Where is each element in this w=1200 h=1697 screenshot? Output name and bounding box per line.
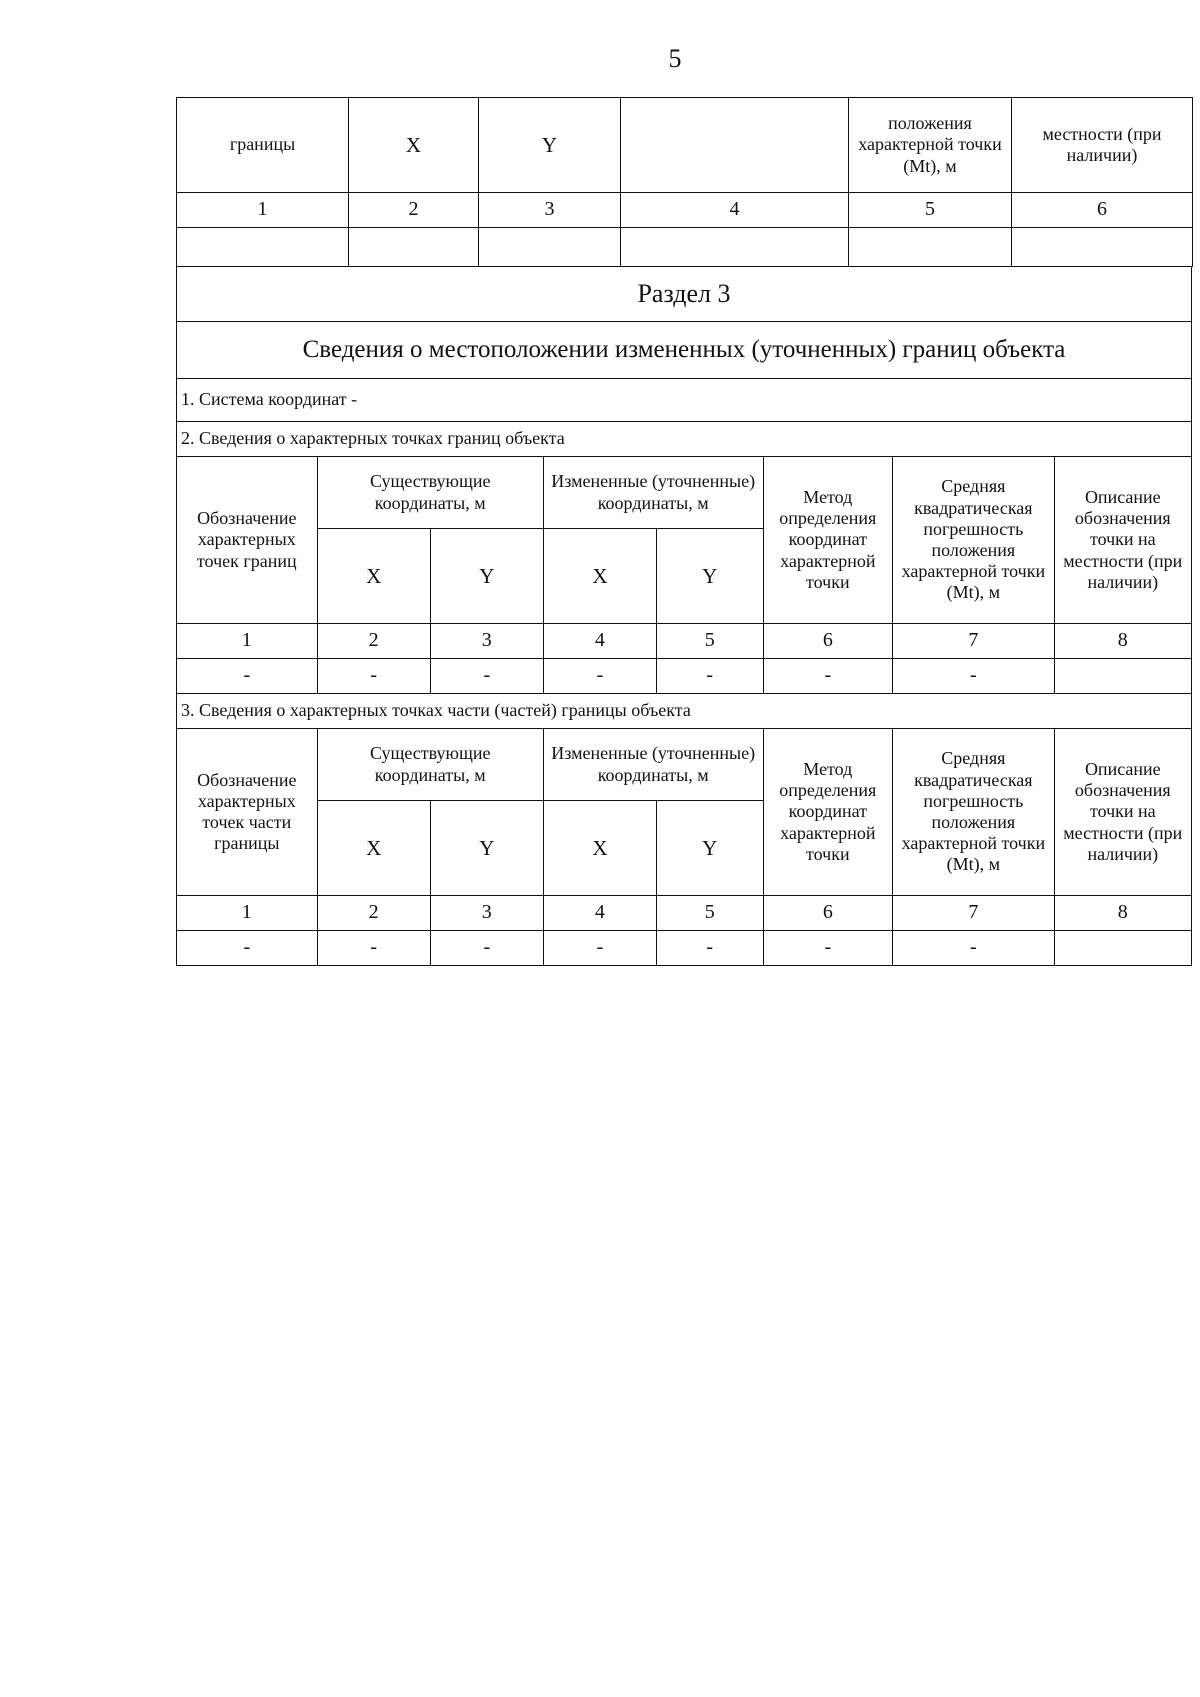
- header-cell: [621, 98, 849, 193]
- column-number: 4: [543, 624, 656, 659]
- table-cell: [1054, 931, 1191, 966]
- point-designation-header: Обозначение характерных точек части границы: [177, 729, 318, 896]
- column-number: 1: [177, 624, 318, 659]
- column-number: 2: [349, 193, 479, 228]
- table-cell: -: [430, 659, 543, 694]
- column-number: 3: [430, 896, 543, 931]
- column-number: 8: [1054, 896, 1191, 931]
- column-number: 2: [317, 624, 430, 659]
- column-number: 8: [1054, 624, 1191, 659]
- item-3-heading: 3. Сведения о характерных точках части (частей) границы объекта: [177, 694, 1192, 729]
- table-row: [177, 624, 1192, 659]
- table-cell: -: [543, 931, 656, 966]
- column-number: 7: [893, 624, 1054, 659]
- column-number: 4: [543, 896, 656, 931]
- column-number: 1: [177, 896, 318, 931]
- table-cell: [1012, 228, 1193, 267]
- column-number: 6: [1012, 193, 1193, 228]
- table-cell: -: [177, 931, 318, 966]
- header-cell: X: [349, 98, 479, 193]
- y-header: Y: [656, 529, 763, 624]
- table2-header-row: [177, 457, 1192, 529]
- table-row: [177, 193, 1193, 228]
- column-number: 7: [893, 896, 1054, 931]
- table-cell: -: [763, 931, 893, 966]
- table-cell: -: [317, 931, 430, 966]
- x-header: X: [543, 529, 656, 624]
- section-subtitle: Сведения о местоположении измененных (уточненных) границ объекта: [177, 322, 1192, 379]
- column-number: 2: [317, 896, 430, 931]
- column-number: 6: [763, 896, 893, 931]
- changed-coordinates-header: Измененные (уточненные) координаты, м: [543, 729, 763, 801]
- method-header: Метод определения координат характерной точки: [763, 729, 893, 896]
- table-row: [177, 896, 1192, 931]
- table-cell: -: [763, 659, 893, 694]
- existing-coordinates-header: Существующие координаты, м: [317, 457, 543, 529]
- table3-header-row: [177, 729, 1192, 801]
- changed-coordinates-header: Измененные (уточненные) координаты, м: [543, 457, 763, 529]
- document-body: [176, 97, 1192, 966]
- x-header: X: [317, 801, 430, 896]
- x-header: X: [543, 801, 656, 896]
- table-cell: [621, 228, 849, 267]
- y-header: Y: [656, 801, 763, 896]
- header-cell: местности (при наличии): [1012, 98, 1193, 193]
- y-header: Y: [430, 529, 543, 624]
- column-number: 5: [656, 896, 763, 931]
- table-cell: [1054, 659, 1191, 694]
- method-header: Метод определения координат характерной точки: [763, 457, 893, 624]
- y-header: Y: [430, 801, 543, 896]
- table-header-row: [177, 98, 1193, 193]
- table-cell: [349, 228, 479, 267]
- table-cell: -: [893, 931, 1054, 966]
- table-cell: -: [317, 659, 430, 694]
- table-row: [177, 228, 1193, 267]
- table-cell: [177, 228, 349, 267]
- table-cell: -: [177, 659, 318, 694]
- error-header: Средняя квадратическая погрешность положения характерной точки (Mt), м: [893, 729, 1054, 896]
- description-header: Описание обозначения точки на местности (при наличии): [1054, 457, 1191, 624]
- table-row: [177, 659, 1192, 694]
- table-cell: -: [656, 931, 763, 966]
- item-2-heading: 2. Сведения о характерных точках границ объекта: [177, 422, 1192, 457]
- description-header: Описание обозначения точки на местности (при наличии): [1054, 729, 1191, 896]
- column-number: 5: [849, 193, 1012, 228]
- x-header: X: [317, 529, 430, 624]
- page-number: 5: [668, 44, 682, 73]
- table-cell: [849, 228, 1012, 267]
- header-cell: границы: [177, 98, 349, 193]
- point-designation-header: Обозначение характерных точек границ: [177, 457, 318, 624]
- error-header: Средняя квадратическая погрешность положения характерной точки (Mt), м: [893, 457, 1054, 624]
- section-3-table: [176, 266, 1192, 966]
- table-cell: -: [656, 659, 763, 694]
- table-cell: [479, 228, 621, 267]
- column-number: 3: [479, 193, 621, 228]
- column-number: 3: [430, 624, 543, 659]
- column-number: 5: [656, 624, 763, 659]
- table-cell: -: [543, 659, 656, 694]
- column-number: 4: [621, 193, 849, 228]
- existing-coordinates-header: Существующие координаты, м: [317, 729, 543, 801]
- header-cell: положения характерной точки (Mt), м: [849, 98, 1012, 193]
- section-title: Раздел 3: [177, 267, 1192, 322]
- column-number: 1: [177, 193, 349, 228]
- table-cell: -: [893, 659, 1054, 694]
- header-cell: Y: [479, 98, 621, 193]
- table-row: [177, 931, 1192, 966]
- table-cell: -: [430, 931, 543, 966]
- coordinate-system-line: 1. Система координат -: [177, 379, 1192, 422]
- column-number: 6: [763, 624, 893, 659]
- continuation-table: [176, 97, 1193, 267]
